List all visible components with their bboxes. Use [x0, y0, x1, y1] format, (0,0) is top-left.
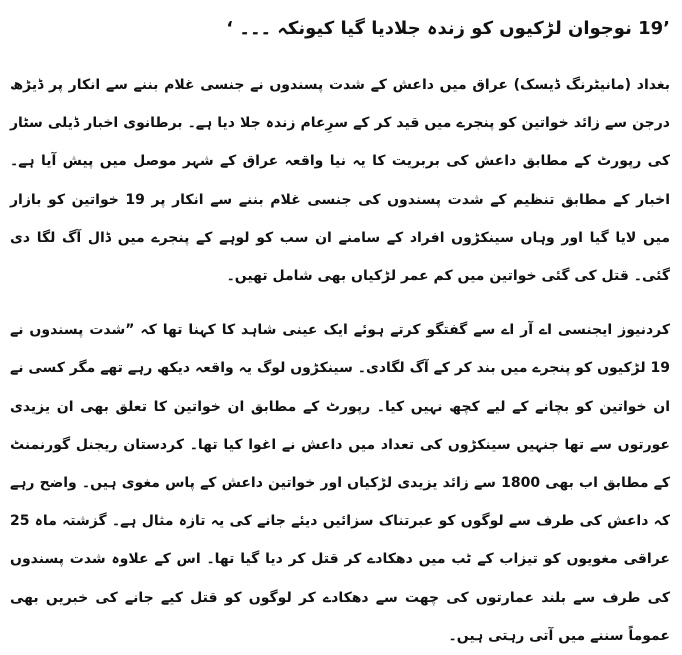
article-headline: ’19 نوجوان لڑکیوں کو زندہ جلادیا گیا کیونکہ ۔۔۔ ‘ [226, 18, 670, 39]
article-paragraph-2: کردنیوز ایجنسی اے آر اے سے گفتگو کرتے ہوئے ایک عینی شاہد کا کہنا تھا کہ ”شدت پسندوں نے 19 لڑکیوں کو پنجرے میں بند کر کے آگ لگادی۔ سینکڑوں لوگ یہ واقعہ دیکھ رہے تھے مگر کسی نے ان خواتین کو بچانے کے لیے کچھ نہیں کیا۔ رپورٹ کے مطابق ان خواتین کا تعلق بھی ان یزیدی عورتوں سے تھا جنہیں سینکڑوں کی تعداد میں داعش نے اغوا کیا تھا۔ کردستان ریجنل گورنمنٹ کے مطابق اب بھی 1800 سے زائد یزیدی لڑکیاں اور خواتین داعش کے پاس مغوی ہیں۔ واضح رہے کہ داعش کی طرف سے لوگوں کو عبرتناک سزائیں دیئے جانے کی یہ تازہ مثال ہے۔ گزشتہ ماہ 25 عراقی مغویوں کو تیزاب کے ٹب میں دھکادے کر قتل کر دیا گیا تھا۔ اس کے علاوہ شدت پسندوں کی طرف سے بلند عمارتوں کی چھت سے دھکادے کر لوگوں کو قتل کیے جانے کی خبریں بھی عموماً سننے میں آتی رہتی ہیں۔ [10, 322, 670, 644]
article-paragraph-1: بغداد (مانیٹرنگ ڈیسک) عراق میں داعش کے شدت پسندوں نے جنسی غلام بننے سے انکار پر ڈیڑھ درجن سے زائد خواتین کو پنجرے میں قید کر کے سرِعام زندہ جلا دیا ہے۔ برطانوی اخبار ڈیلی سٹار کی رپورٹ کے مطابق داعش کی بربریت کا یہ نیا واقعہ عراق کے شہر موصل میں پیش آیا ہے۔ اخبار کے مطابق تنظیم کے شدت پسندوں کی جنسی غلام بننے سے انکار پر 19 خواتین کو بازار میں لایا گیا اور وہاں سینکڑوں افراد کے سامنے ان سب کو لوہے کے پنجرے میں ڈال آگ لگا دی گئی۔ قتل کی گئی خواتین میں کم عمر لڑکیاں بھی شامل تھیں۔ [10, 77, 670, 285]
